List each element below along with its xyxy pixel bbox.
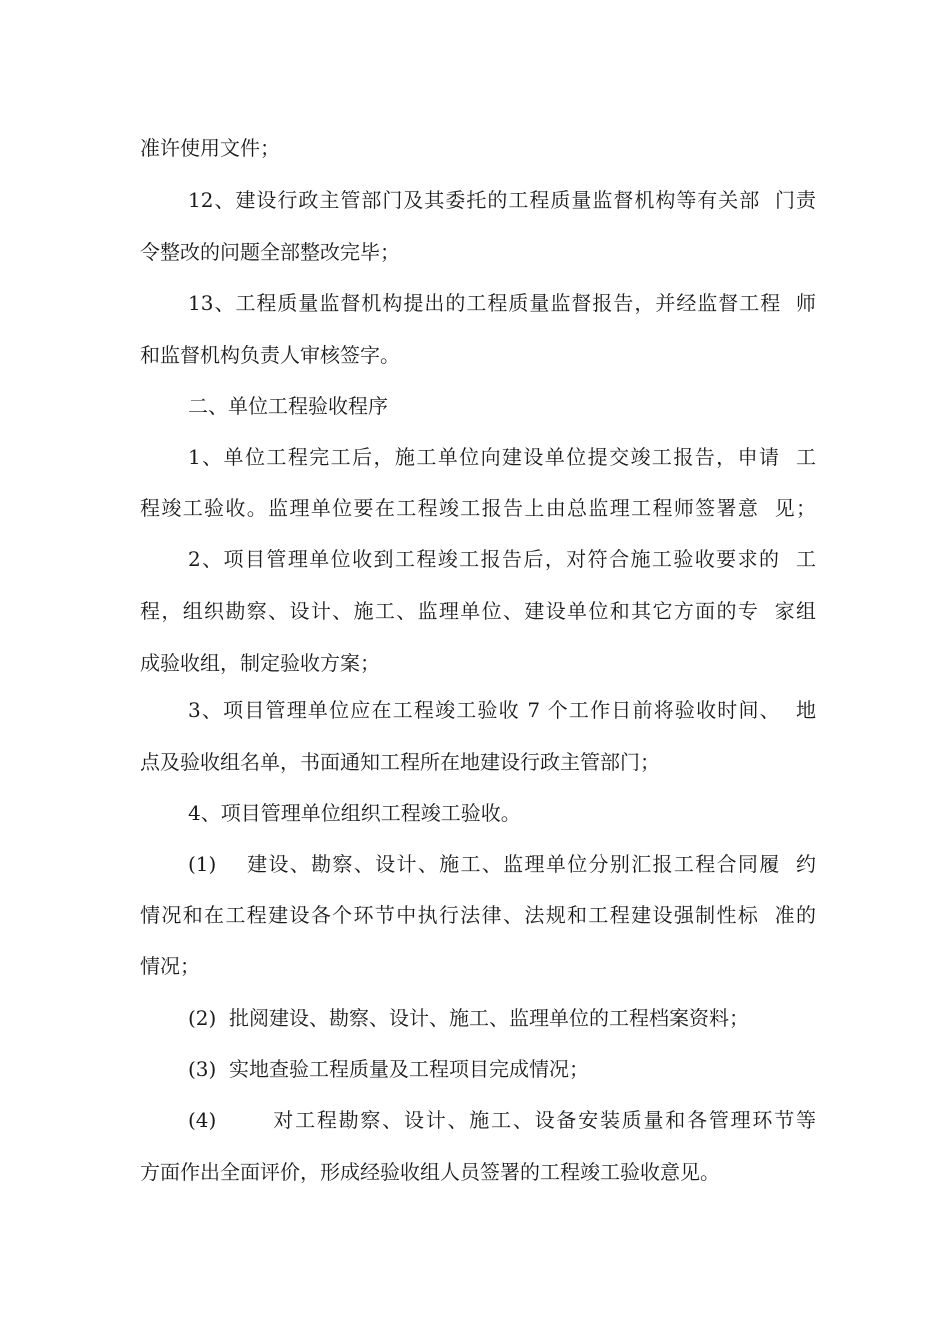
text-line: 1、单位工程完工后，施工单位向建设单位提交竣工报告，申请 工 <box>188 445 816 469</box>
text-line: 4、项目管理单位组织工程竣工验收。 <box>188 801 521 825</box>
text-line: (1) 建设、勘察、设计、施工、监理单位分别汇报工程合同履 约 <box>188 852 816 876</box>
text-line: 成验收组，制定验收方案； <box>140 651 380 675</box>
text-line: (2) 批阅建设、勘察、设计、施工、监理单位的工程档案资料； <box>188 1006 750 1030</box>
text-line: (4) 对工程勘察、设计、施工、设备安装质量和各管理环节等 <box>188 1108 816 1132</box>
section-heading: 二、单位工程验收程序 <box>188 394 388 418</box>
text-line: 程竣工验收。监理单位要在工程竣工报告上由总监理工程师签署意 见； <box>140 496 816 520</box>
text-line: 3、项目管理单位应在工程竣工验收 7 个工作日前将验收时间、 地 <box>188 698 816 722</box>
text-line: 点及验收组名单，书面通知工程所在地建设行政主管部门； <box>140 750 660 774</box>
text-line: 和监督机构负责人审核签字。 <box>140 343 400 367</box>
text-line: 方面作出全面评价，形成经验收组人员签署的工程竣工验收意见。 <box>140 1160 720 1184</box>
text-line: 情况和在工程建设各个环节中执行法律、法规和工程建设强制性标 准的 <box>140 903 816 927</box>
text-line: 2、项目管理单位收到工程竣工报告后，对符合施工验收要求的 工 <box>188 547 816 571</box>
text-line: 程，组织勘察、设计、施工、监理单位、建设单位和其它方面的专 家组 <box>140 599 816 623</box>
text-line: (3) 实地查验工程质量及工程项目完成情况； <box>188 1057 590 1081</box>
text-line: 12、建设行政主管部门及其委托的工程质量监督机构等有关部 门责 <box>188 188 816 212</box>
text-line: 准许使用文件； <box>140 136 280 160</box>
text-line: 13、工程质量监督机构提出的工程质量监督报告，并经监督工程 师 <box>188 291 816 315</box>
text-line: 令整改的问题全部整改完毕； <box>140 240 400 264</box>
text-line: 情况； <box>140 954 200 978</box>
